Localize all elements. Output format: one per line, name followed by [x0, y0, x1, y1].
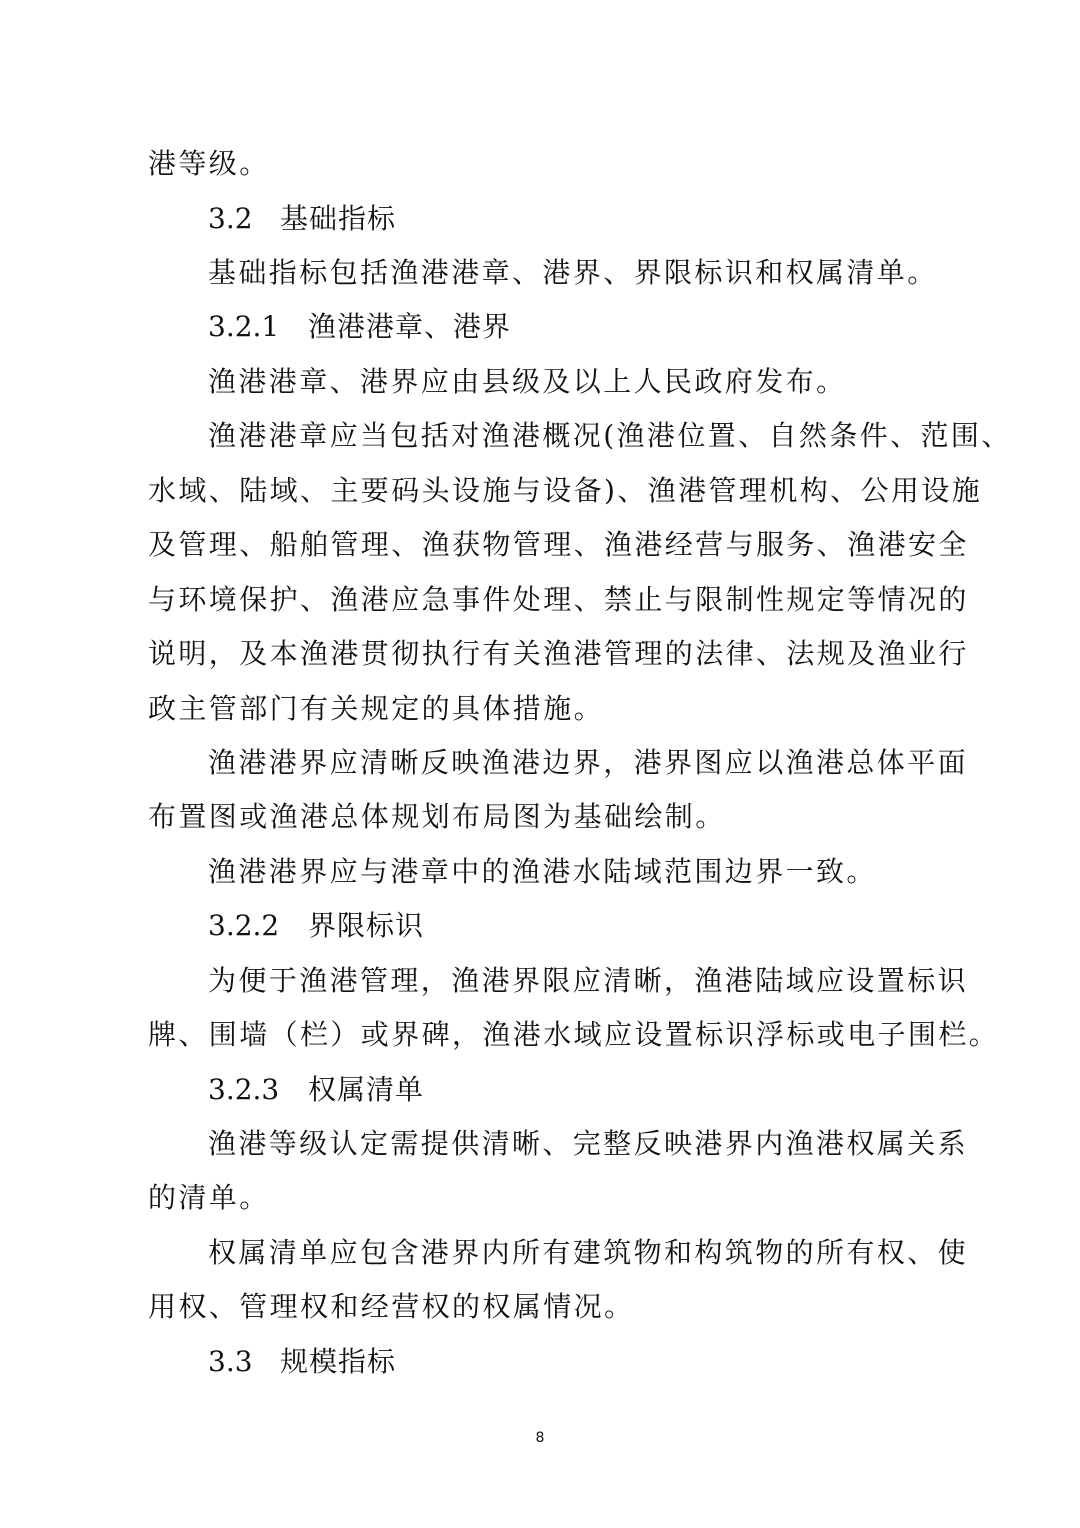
paragraph-line: 及管理、船舶管理、渔获物管理、渔港经营与服务、渔港安全 — [148, 528, 969, 561]
section-number: 3.2.3 — [208, 1073, 280, 1106]
section-number: 3.2 — [208, 202, 253, 235]
paragraph-line: 渔港港界应与港章中的渔港水陆域范围边界一致。 — [208, 855, 877, 888]
section-title: 界限标识 — [308, 909, 425, 942]
section-title: 基础指标 — [280, 202, 397, 235]
section-heading — [208, 307, 1008, 347]
paragraph-line: 港等级。 — [148, 147, 270, 180]
paragraph-line: 的清单。 — [148, 1181, 270, 1214]
paragraph-line: 渔港等级认定需提供清晰、完整反映港界内渔港权属关系 — [208, 1127, 969, 1160]
section-number: 3.3 — [208, 1345, 253, 1378]
section-heading — [208, 1342, 1008, 1382]
section-number: 3.2.1 — [208, 310, 280, 343]
paragraph-line: 基础指标包括渔港港章、港界、界限标识和权属清单。 — [208, 256, 938, 289]
paragraph-line: 用权、管理权和经营权的权属情况。 — [148, 1290, 635, 1323]
section-title: 规模指标 — [280, 1345, 397, 1378]
section-heading — [208, 1070, 1008, 1110]
section-title: 权属清单 — [308, 1073, 425, 1106]
paragraph-line: 渔港港章、港界应由县级及以上人民政府发布。 — [208, 365, 847, 398]
paragraph-line: 说明，及本渔港贯彻执行有关渔港管理的法律、法规及渔业行 — [148, 637, 969, 670]
paragraph-line: 布置图或渔港总体规划布局图为基础绘制。 — [148, 800, 726, 833]
page-number: 8 — [535, 1430, 545, 1446]
paragraph-line: 水域、陆域、主要码头设施与设备)、渔港管理机构、公用设施 — [148, 474, 983, 507]
paragraph-line: 与环境保护、渔港应急事件处理、禁止与限制性规定等情况的 — [148, 583, 969, 616]
paragraph-line: 牌、围墙（栏）或界碑，渔港水域应设置标识浮标或电子围栏。 — [148, 1018, 1000, 1051]
paragraph-line: 渔港港界应清晰反映渔港边界，港界图应以渔港总体平面 — [208, 746, 969, 779]
section-heading — [208, 906, 1008, 946]
paragraph-line: 权属清单应包含港界内所有建筑物和构筑物的所有权、使 — [208, 1236, 969, 1269]
paragraph-line: 为便于渔港管理，渔港界限应清晰，渔港陆域应设置标识 — [208, 964, 969, 997]
paragraph-line: 政主管部门有关规定的具体措施。 — [148, 692, 605, 725]
section-heading — [208, 199, 1008, 239]
paragraph-line: 渔港港章应当包括对渔港概况(渔港位置、自然条件、范围、 — [208, 419, 1012, 452]
section-title: 渔港港章、港界 — [308, 310, 512, 343]
section-number: 3.2.2 — [208, 909, 280, 942]
